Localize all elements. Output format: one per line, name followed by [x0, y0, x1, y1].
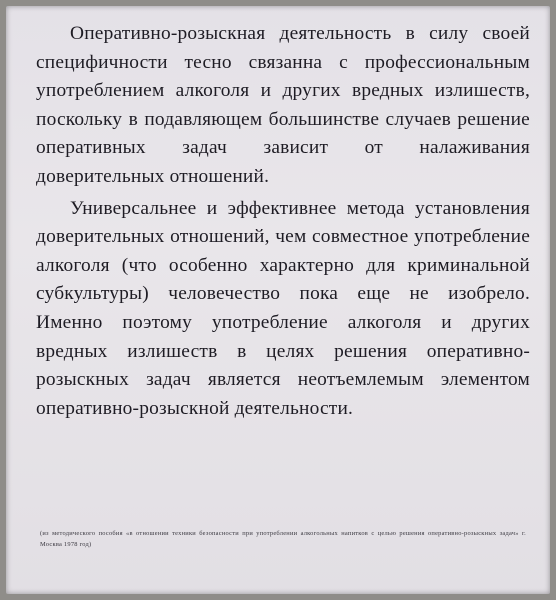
- paper-sheet: [6, 6, 550, 594]
- document-text: [36, 20, 530, 423]
- paragraph-2: Универсальнее и эффективнее метода установления доверительных отношений, чем совместное употребление алкоголя (что особенно характерно для криминальной субкультуры) человечество пока еще не изобрело. Именно поэтому употребление алкоголя и других вредных излишеств в целях решения оперативно-розыскных задач является неотъемлемым элементом оперативно-розыскной деятельности.: [36, 197, 530, 419]
- paragraph-1: Оперативно-розыскная деятельность в силу своей специфичности тесно связанна с профессиональным употреблением алкоголя и других вредных излишеств, поскольку в подавляющем большинстве случаев решение оперативных задач зависит от налаживания доверительных отношений.: [36, 23, 530, 187]
- source-footnote: (из методического пособия «в отношении техники безопасности при употреблении алкогольных напитков с целью решения оперативно-розыскных задач» г. Москва 1978 год): [40, 530, 526, 548]
